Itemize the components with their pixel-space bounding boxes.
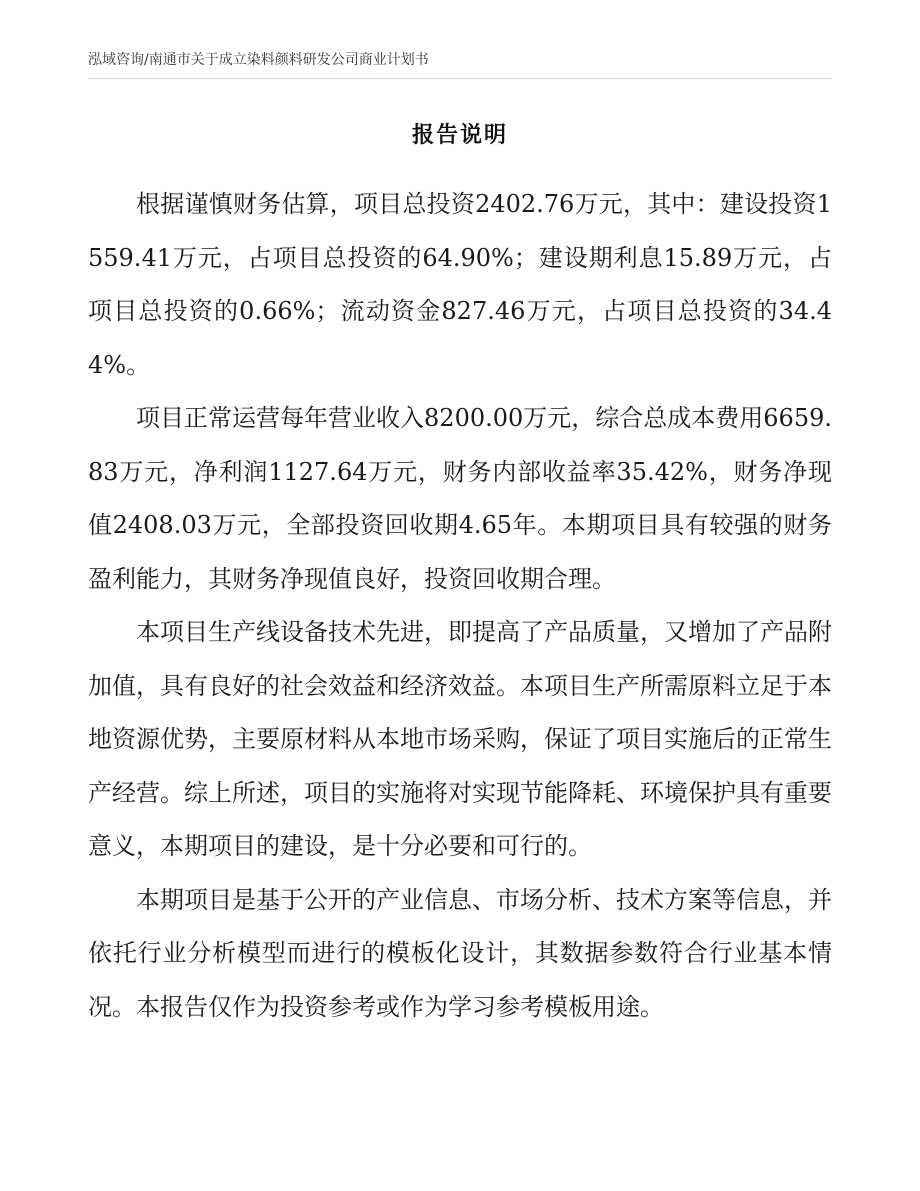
paragraph-investment: 根据谨慎财务估算，项目总投资2402.76万元，其中：建设投资1559.41万元，占项目总投资的64.90%；建设期利息15.89万元，占项目总投资的0.66%；流动资金827.46万元，占项目总投资的34.44%。	[88, 190, 832, 379]
paragraph-financials: 项目正常运营每年营业收入8200.00万元，综合总成本费用6659.83万元，净利润1127.64万元，财务内部收益率35.42%，财务净现值2408.03万元，全部投资回收期4.65年。本期项目具有较强的财务盈利能力，其财务净现值良好，投资回收期合理。	[88, 404, 832, 593]
page-title: 报告说明	[411, 123, 508, 148]
paragraph-disclaimer: 本期项目是基于公开的产业信息、市场分析、技术方案等信息，并依托行业分析模型而进行的模板化设计，其数据参数符合行业基本情况。本报告仅作为投资参考或作为学习参考模板用途。	[88, 885, 832, 1021]
header-divider	[88, 78, 832, 79]
body-text	[88, 178, 832, 1034]
running-header: 泓域咨询/南通市关于成立染料颜料研发公司商业计划书	[88, 52, 429, 68]
paragraph-benefits: 本项目生产线设备技术先进，即提高了产品质量，又增加了产品附加值，具有良好的社会效益和经济效益。本项目生产所需原料立足于本地资源优势，主要原材料从本地市场采购，保证了项目实施后的正常生产经营。综上所述，项目的实施将对实现节能降耗、环境保护具有重要意义，本期项目的建设，是十分必要和可行的。	[88, 618, 832, 860]
